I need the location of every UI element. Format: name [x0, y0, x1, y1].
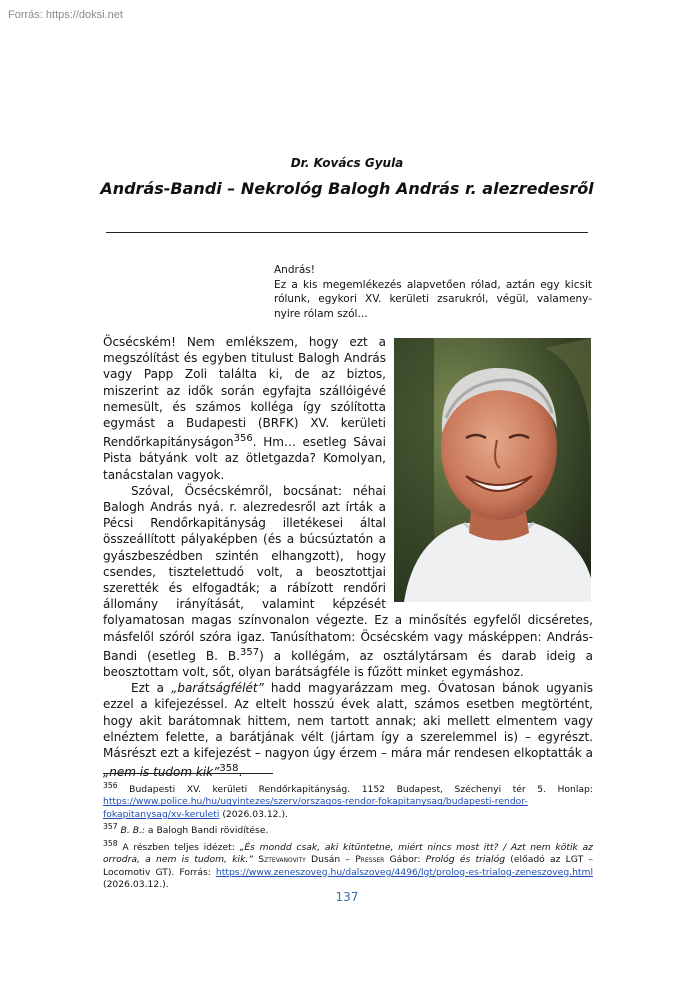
footnote-ref-357[interactable]: 357 [239, 646, 260, 658]
paragraph-1-text-b: . Hm… esetleg Sávai Pista bátyánk volt az ötletgazda? Komolyan, tanácstalan vagyok. [103, 435, 386, 482]
footnote-357 [103, 821, 593, 837]
footnote-358-text-c: Gábor: [384, 854, 426, 866]
footnote-number-356: 356 [103, 781, 118, 790]
photo-float-space [386, 334, 593, 609]
paragraph-3-emphasis: „barátságfélét” [171, 681, 264, 696]
footnote-358-quote: „És mondd csak, aki kitüntetne, miért nincs most itt? / Azt nem kötik az orrodra, a nem is tudom, kik.” [103, 841, 593, 866]
footnote-358 [103, 838, 593, 892]
footnote-356-text: Budapesti XV. kerületi Rendőrkapitányság. 1152 Budapest, Széchenyi tér 5. Honlap: [117, 784, 593, 796]
paragraph-3-end: . [238, 765, 243, 780]
footnote-358-song-title: Prológ és trialóg [425, 854, 506, 866]
footnote-ref-358[interactable]: 358 [219, 763, 239, 775]
paragraph-2-text-b: ) a kollégám, az osztálytársam és darab ideig a beosztottam volt, sőt, olyan barátságféle is fűzött minket egymáshoz. [103, 648, 593, 680]
footnote-number-357: 357 [103, 822, 118, 832]
paragraph-2-text-a: Szóval, Öcsécskémről, bocsánat: néhai Balogh András nyá. r. alezredesről azt írták a Pécsi Rendőrkapitányság illetékesei által összeállított pályaképben (és a búcsúztatón a gyászbeszédben szintén elhangzott), hogy csendes, tisztelettudó volt, a beosztottjai szerették és elfogadták; a rábízott rendőri állomány irányítását, valamint képzését folyamatosan magas színvonalon végezte. Ez a minősítés egyfelől dicséretes, másfelől szóról szóra igaz. Tanúsíthatom: Öcsécském vagy másképpen: András-Bandi (esetleg B. B. [103, 483, 593, 663]
paragraph-3-text-a: Ezt a [131, 681, 172, 696]
source-watermark: Forrás: https://doksi.net [8, 9, 123, 21]
author-name: Dr. Kovács Gyula [290, 156, 404, 170]
footnote-356-link[interactable]: https://www.police.hu/hu/ugyintezes/szerv/orszagos-rendor-fokapitanysag/budapesti-rendor-fokapitanysag/xv-keruleti [103, 796, 528, 820]
footnote-356 [103, 780, 593, 821]
epigraph-salutation: András! [274, 264, 315, 276]
paragraph-3-emphasis-2: „nem is tudom kik” [103, 765, 220, 780]
footnote-357-text: a Balogh Bandi rövidítése. [145, 825, 269, 837]
footnote-358-text-a: A részben teljes idézet: [117, 841, 240, 853]
footnote-358-author-2: Presser [355, 854, 385, 866]
paragraph-1-text-a: Nem emlékszem, hogy ezt a megszólítást és egyben titulust Balogh András vagy Papp Zoli találta ki, de az biztos, miszerint az idők során egyfajta szállóigévé nemesült, és számos kolléga így szólította egymást a Budapesti (BRFK) XV. kerületi Rendőrkapitányságon [103, 335, 386, 450]
footnote-358-date: (2026.03.12.). [103, 879, 169, 891]
footnote-number-358: 358 [103, 838, 118, 848]
footnotes [103, 780, 593, 891]
footnote-ref-356[interactable]: 356 [233, 433, 253, 445]
article-body [103, 334, 593, 780]
paragraph-3-text-b: hadd magyarázzam meg. Óvatosan bánok ugyanis ezzel a kifejezéssel. Az eltelt hosszú évek alatt, számos esetben megtörtént, hogy akit barátomnak hittem, nem tartott annak; aki mellett elmentem vagy elnéztem felette, a barátjának vélt (jártam így a szerelemmel is) – egyrészt. Másrészt ezt a kifejezést – nagyon úgy érzem – mára már rendesen elkoptatták a [103, 681, 593, 761]
footnote-divider [103, 773, 273, 774]
footnote-358-text-b: Dusán – [305, 854, 356, 866]
footnote-356-date: (2026.03.12.). [219, 808, 288, 820]
greeting-lead: Öcsécském! [103, 335, 176, 349]
epigraph [274, 263, 592, 321]
paragraph-3 [103, 680, 593, 780]
footnote-358-link[interactable]: https://www.zeneszoveg.hu/dalszoveg/4496/lgt/prolog-es-trialog-zeneszoveg.html [215, 866, 593, 878]
epigraph-text: Ez a kis megemlékezés alapvetően rólad, aztán egy kicsit rólunk, egykori XV. kerületi zsarukról, végül, valameny- nyire rólam szól… [274, 278, 592, 320]
page-number: 137 [335, 890, 359, 904]
title-divider [106, 232, 588, 233]
footnote-357-emphasis: B. B.: [120, 825, 146, 837]
footnote-358-text-d: (előadó az LGT – Locomotiv GT). Forrás: [103, 854, 593, 878]
article-title: András-Bandi – Nekrológ Balogh András r. alezredesről [100, 179, 594, 198]
footnote-358-author-1: Sztevanovity [258, 854, 306, 866]
